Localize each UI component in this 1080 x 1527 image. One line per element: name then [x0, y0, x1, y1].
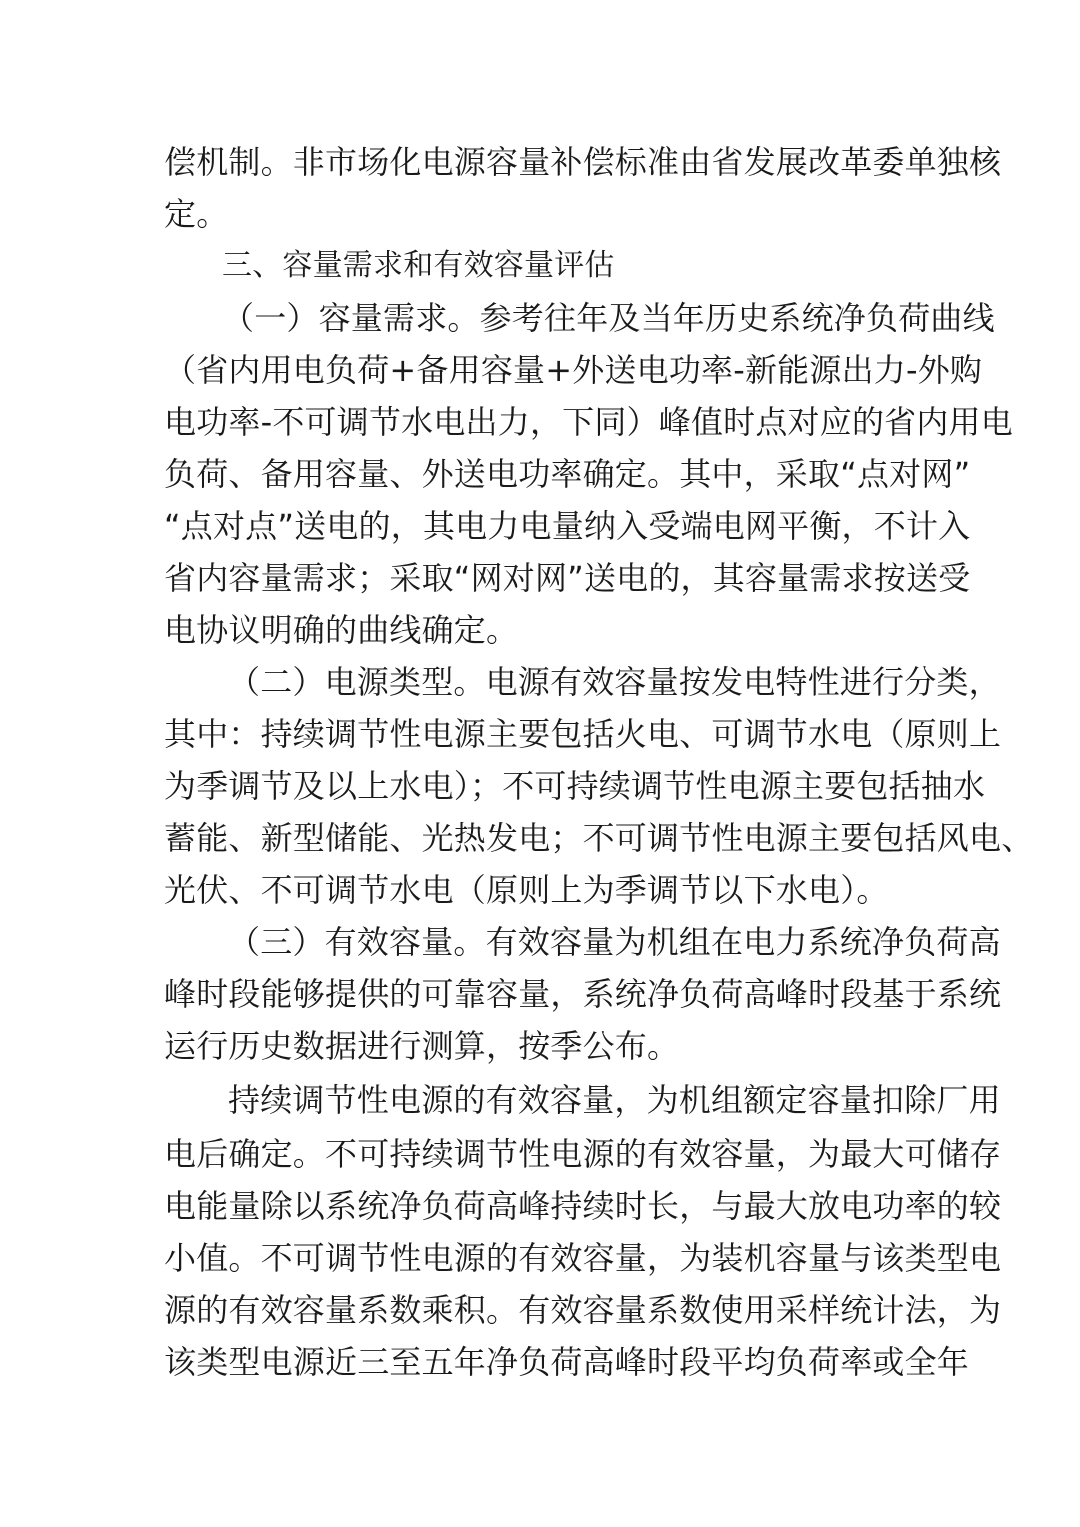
text-line-20: 电后确定。不可持续调节性电源的有效容量，为最大可储存 [164, 1135, 1002, 1173]
text-line-5: （省内用电负荷+备用容量+外送电功率-新能源出力-外购 [164, 351, 983, 389]
text-line-9: 省内容量需求；采取“网对网”送电的，其容量需求按送受 [164, 559, 971, 597]
text-line-14: 蓄能、新型储能、光热发电；不可调节性电源主要包括风电、 [164, 819, 1034, 857]
section-heading: 三、容量需求和有效容量评估 [222, 248, 615, 283]
text-line-6: 电功率-不可调节水电出力，下同）峰值时点对应的省内用电 [164, 403, 1013, 441]
text-line-12: 其中：持续调节性电源主要包括火电、可调节水电（原则上 [164, 715, 1002, 753]
text-line-19: 持续调节性电源的有效容量，为机组额定容量扣除厂用 [228, 1081, 1001, 1119]
text-line-4: （一）容量需求。参考往年及当年历史系统净负荷曲线 [222, 299, 995, 337]
text-line-11: （二）电源类型。电源有效容量按发电特性进行分类， [228, 663, 1001, 701]
text-line-2: 定。 [164, 195, 229, 233]
text-line-22: 小值。不可调节性电源的有效容量，为装机容量与该类型电 [164, 1239, 1002, 1277]
text-line-10: 电协议明确的曲线确定。 [164, 611, 519, 649]
text-line-21: 电能量除以系统净负荷高峰持续时长，与最大放电功率的较 [164, 1187, 1002, 1225]
text-line-7: 负荷、备用容量、外送电功率确定。其中，采取“点对网” [164, 455, 971, 493]
text-line-23: 源的有效容量系数乘积。有效容量系数使用采样统计法，为 [164, 1291, 1002, 1329]
text-line-16: （三）有效容量。有效容量为机组在电力系统净负荷高 [228, 923, 1001, 961]
text-line-24: 该类型电源近三至五年净负荷高峰时段平均负荷率或全年 [164, 1343, 970, 1381]
text-line-8: “点对点”送电的，其电力电量纳入受端电网平衡，不计入 [164, 507, 971, 545]
text-line-1: 偿机制。非市场化电源容量补偿标准由省发展改革委单独核 [164, 143, 1002, 181]
text-line-13: 为季调节及以上水电）；不可持续调节性电源主要包括抽水 [164, 767, 986, 805]
text-line-18: 运行历史数据进行测算，按季公布。 [164, 1027, 680, 1065]
text-line-15: 光伏、不可调节水电（原则上为季调节以下水电）。 [164, 871, 889, 909]
text-line-17: 峰时段能够提供的可靠容量，系统净负荷高峰时段基于系统 [164, 975, 1002, 1013]
